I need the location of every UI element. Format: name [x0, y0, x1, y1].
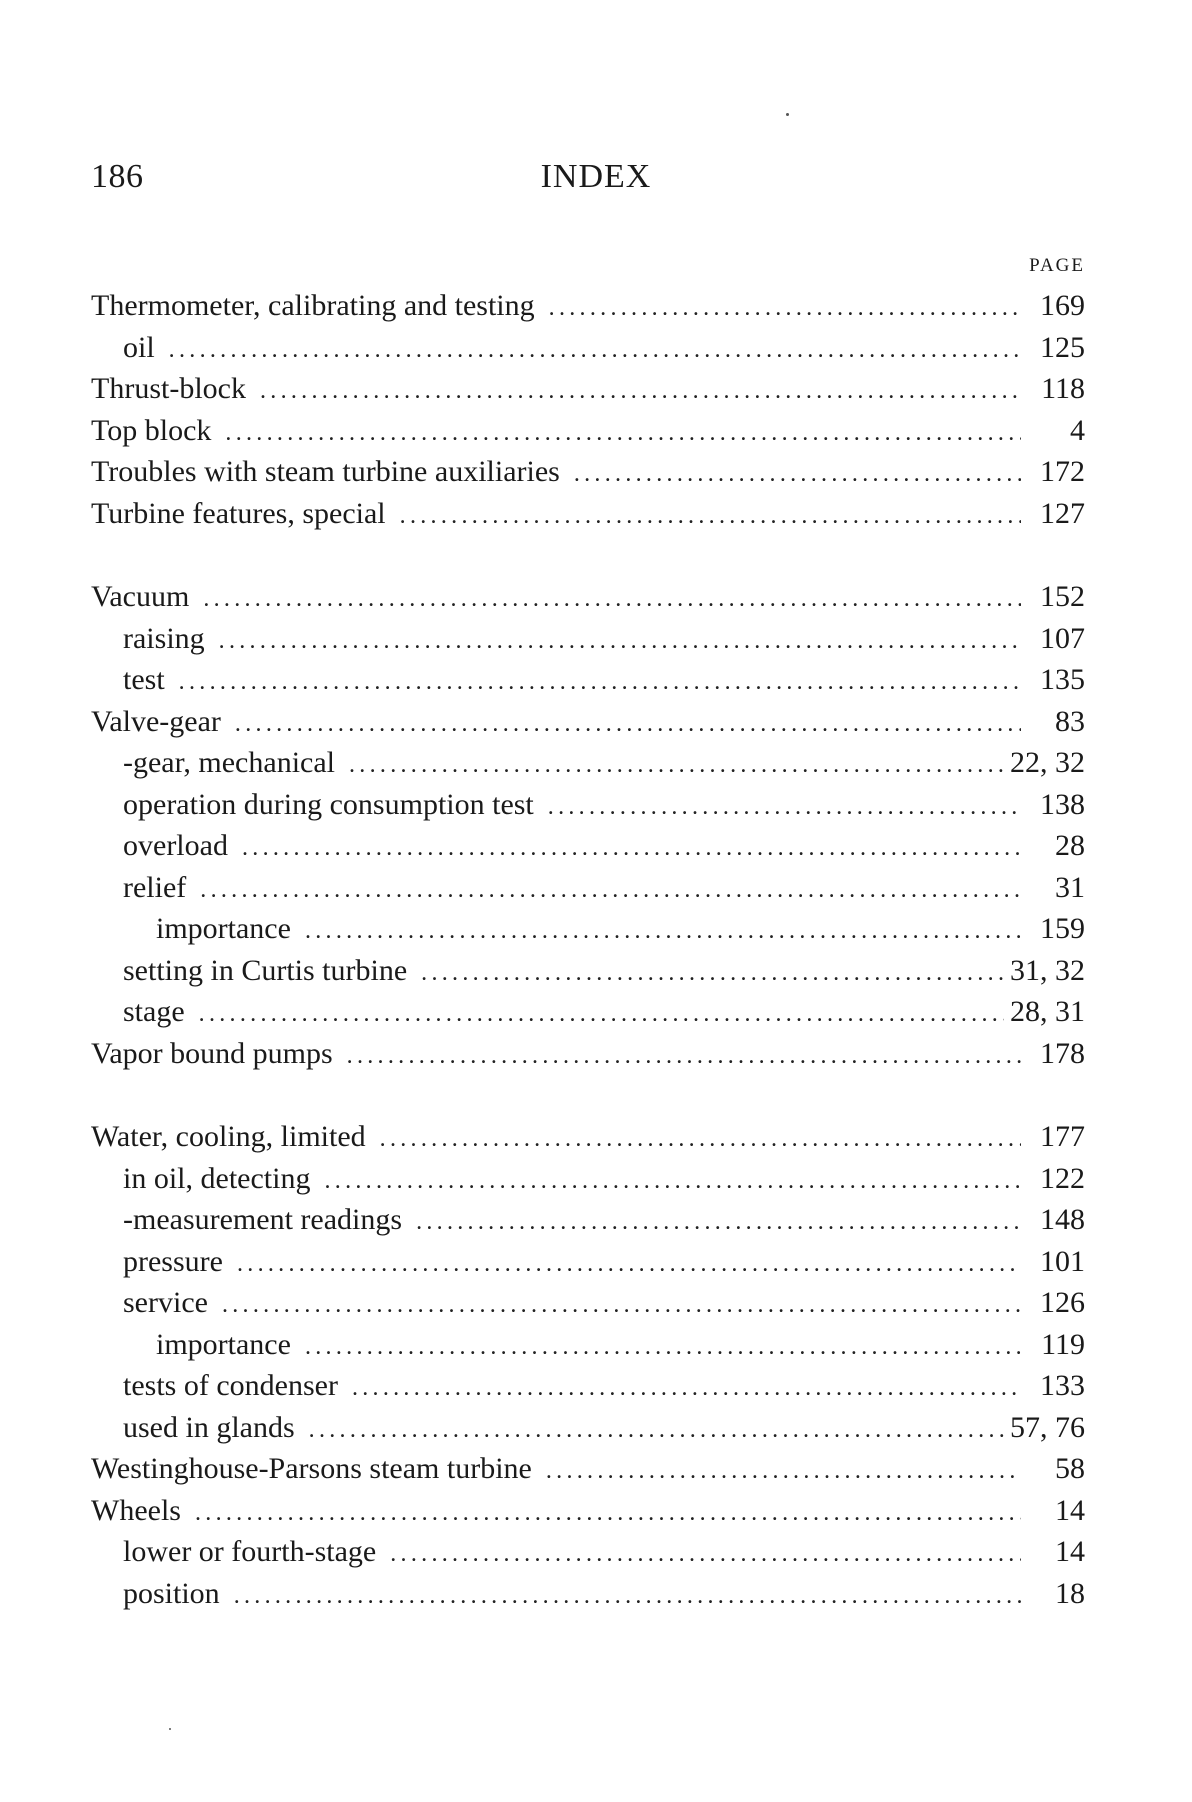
index-page-ref: 152 — [1040, 580, 1085, 613]
index-page-ref: 169 — [1040, 289, 1085, 322]
dot-leader — [324, 1161, 1021, 1200]
index-entry — [91, 576, 1085, 618]
index-page-ref: 159 — [1040, 912, 1085, 945]
index-entry — [91, 1365, 1085, 1407]
index-term: -measurement readings — [123, 1203, 403, 1236]
index-term: Westinghouse-Parsons steam turbine — [91, 1452, 532, 1485]
index-term: pressure — [123, 1244, 223, 1278]
index-page-ref: 118 — [1041, 372, 1085, 405]
index-page-ref: 18 — [1055, 1576, 1085, 1610]
index-term: Water, cooling, limited — [91, 1120, 366, 1153]
index-entry — [91, 493, 1085, 535]
index-entry — [91, 1531, 1085, 1573]
dot-leader — [347, 1036, 1021, 1075]
index-entry — [91, 1407, 1085, 1449]
index-entry — [91, 327, 1085, 369]
dot-leader — [222, 1285, 1021, 1324]
index-page-ref: 119 — [1041, 1327, 1085, 1361]
index-page-ref: 14 — [1055, 1535, 1085, 1568]
dot-leader — [546, 1451, 1021, 1490]
index-term: importance — [156, 1327, 291, 1361]
index-page-ref: 4 — [1070, 413, 1085, 447]
index-term: importance — [156, 912, 291, 945]
index-page-ref: 107 — [1040, 621, 1085, 655]
index-term: relief — [123, 870, 187, 904]
dot-leader — [179, 662, 1021, 701]
index-page-ref: 135 — [1040, 663, 1085, 696]
dot-leader — [416, 1202, 1021, 1241]
index-term: lower or fourth-stage — [123, 1535, 377, 1568]
index-entry — [91, 991, 1085, 1033]
index-entries — [91, 285, 1085, 1614]
dot-leader — [400, 496, 1021, 535]
page-column-label: PAGE — [1029, 255, 1085, 276]
index-term: -gear, mechanical — [123, 746, 335, 779]
index-entry — [91, 1199, 1085, 1241]
index-entry — [91, 659, 1085, 701]
index-term: Valve-gear — [91, 704, 221, 738]
dot-leader — [574, 454, 1021, 493]
index-term: Vapor bound pumps — [91, 1036, 333, 1070]
index-term: used in glands — [123, 1410, 295, 1444]
dot-leader — [390, 1534, 1021, 1573]
page-number: 186 — [91, 158, 144, 195]
index-page-ref: 58 — [1055, 1452, 1085, 1485]
index-page-ref: 83 — [1055, 704, 1085, 738]
dot-leader — [235, 704, 1021, 743]
index-entry — [91, 1116, 1085, 1158]
index-term: Vacuum — [91, 580, 190, 613]
index-term: operation during consumption test — [123, 787, 534, 821]
index-entry — [91, 701, 1085, 743]
index-entry — [91, 451, 1085, 493]
dot-leader — [352, 1368, 1021, 1407]
index-page-ref: 125 — [1040, 330, 1085, 364]
scan-speck — [169, 1728, 171, 1730]
index-entry — [91, 1490, 1085, 1532]
index-entry — [91, 825, 1085, 867]
index-page-ref: 178 — [1040, 1036, 1085, 1070]
index-term: setting in Curtis turbine — [123, 953, 408, 987]
index-entry — [91, 1448, 1085, 1490]
dot-leader — [421, 953, 1004, 992]
index-entry — [91, 1241, 1085, 1283]
index-term: Thrust-block — [91, 372, 246, 405]
dot-leader — [309, 1410, 1004, 1449]
scan-speck — [786, 113, 789, 116]
index-entry — [91, 867, 1085, 909]
index-entry — [91, 908, 1085, 950]
dot-leader — [199, 994, 1004, 1033]
index-page-ref: 172 — [1040, 455, 1085, 488]
dot-leader — [195, 1493, 1021, 1532]
index-term: Wheels — [91, 1493, 181, 1527]
index-page-ref: 122 — [1040, 1161, 1085, 1195]
index-term: service — [123, 1286, 208, 1319]
index-entry — [91, 1573, 1085, 1615]
dot-leader — [225, 413, 1021, 452]
index-page-ref: 57, 76 — [1010, 1410, 1085, 1444]
index-entry — [91, 1033, 1085, 1075]
index-term: tests of condenser — [123, 1369, 338, 1402]
index-entry — [91, 1282, 1085, 1324]
index-page-ref: 22, 32 — [1010, 746, 1085, 779]
index-page-ref: 138 — [1040, 787, 1085, 821]
index-page-ref: 28, 31 — [1010, 995, 1085, 1028]
index-term: Turbine features, special — [91, 496, 386, 530]
dot-leader — [305, 1327, 1021, 1366]
index-term: test — [123, 663, 165, 696]
index-entry — [91, 1158, 1085, 1200]
index-term: Top block — [91, 413, 212, 447]
index-term: stage — [123, 995, 185, 1028]
index-page-ref: 126 — [1040, 1286, 1085, 1319]
index-entry — [91, 285, 1085, 327]
index-term: in oil, detecting — [123, 1161, 311, 1195]
dot-leader — [380, 1119, 1021, 1158]
index-page-ref: 31 — [1055, 870, 1085, 904]
index-term: position — [123, 1576, 220, 1610]
index-page-ref: 133 — [1040, 1369, 1085, 1402]
index-entry — [91, 368, 1085, 410]
dot-leader — [548, 787, 1021, 826]
dot-leader — [305, 911, 1021, 950]
index-page-ref: 28 — [1055, 829, 1085, 862]
index-entry — [91, 784, 1085, 826]
index-page-ref: 31, 32 — [1010, 953, 1085, 987]
index-entry — [91, 1324, 1085, 1366]
dot-leader — [219, 621, 1021, 660]
dot-leader — [234, 1576, 1021, 1615]
dot-leader — [200, 870, 1021, 909]
index-entry — [91, 742, 1085, 784]
index-page-ref: 177 — [1040, 1120, 1085, 1153]
dot-leader — [237, 1244, 1021, 1283]
index-term: raising — [123, 621, 205, 655]
index-entry — [91, 950, 1085, 992]
index-page-ref: 148 — [1040, 1203, 1085, 1236]
dot-leader — [349, 745, 1004, 784]
running-title: INDEX — [540, 158, 652, 195]
index-term: overload — [123, 829, 228, 862]
index-page-ref: 14 — [1055, 1493, 1085, 1527]
index-page-ref: 127 — [1040, 496, 1085, 530]
index-term: oil — [123, 330, 155, 364]
index-entry — [91, 618, 1085, 660]
dot-leader — [260, 371, 1021, 410]
dot-leader — [242, 828, 1021, 867]
dot-leader — [203, 579, 1021, 618]
index-page-ref: 101 — [1040, 1244, 1085, 1278]
dot-leader — [169, 330, 1021, 369]
index-term: Troubles with steam turbine auxiliaries — [91, 455, 560, 488]
index-term: Thermometer, calibrating and testing — [91, 289, 535, 322]
dot-leader — [549, 288, 1021, 327]
index-entry — [91, 410, 1085, 452]
